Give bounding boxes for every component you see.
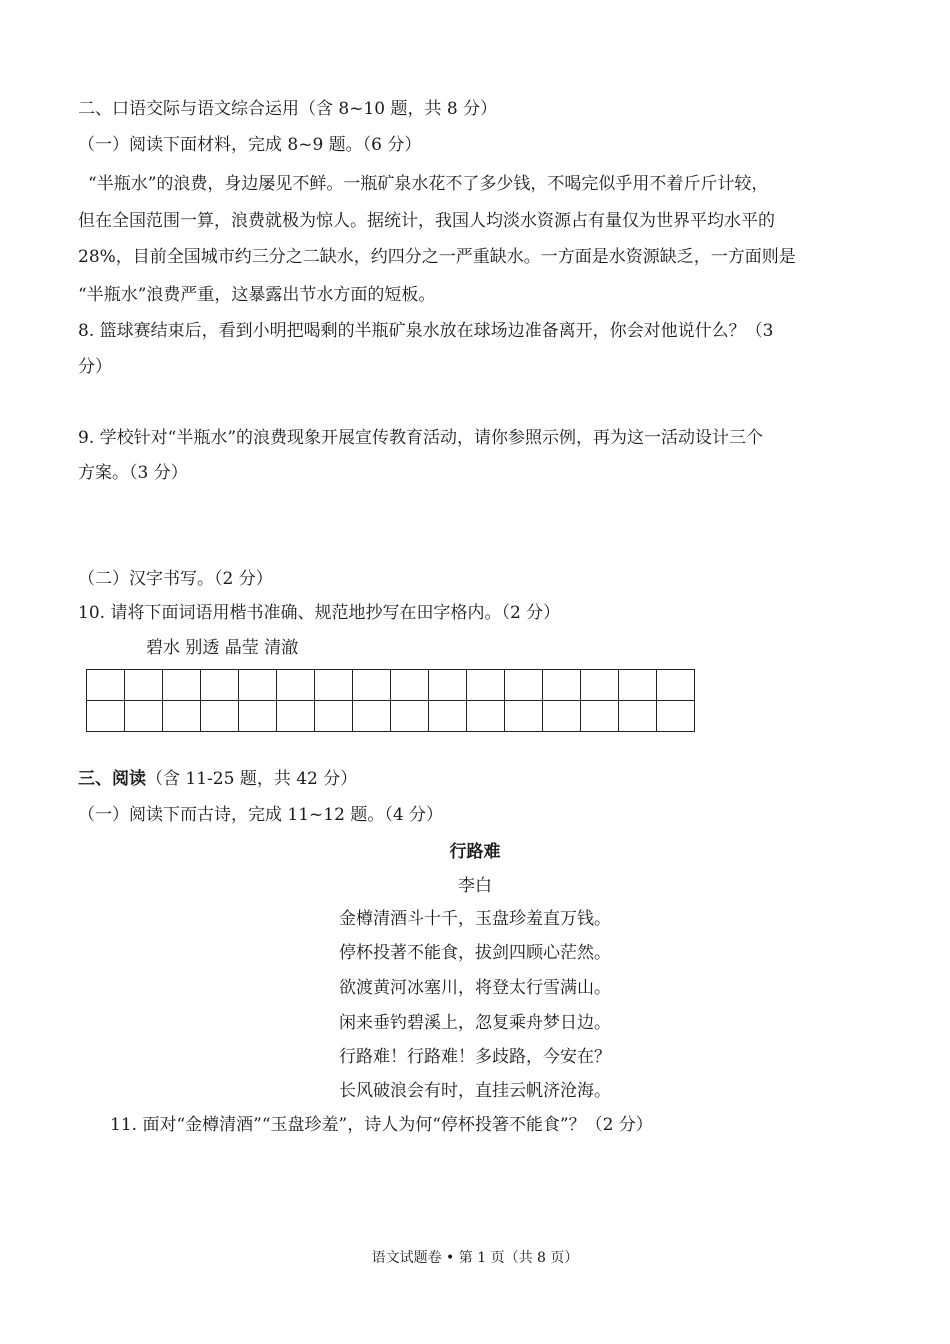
grid-row — [87, 670, 695, 701]
grid-cell[interactable] — [353, 701, 391, 732]
question-10: 10. 请将下面词语用楷书准确、规范地抄写在田字格内。（2 分） — [78, 603, 561, 623]
grid-cell[interactable] — [505, 670, 543, 701]
poem-line: 长风破浪会有时，直挂云帆济沧海。 — [339, 1081, 611, 1101]
grid-cell[interactable] — [581, 670, 619, 701]
grid-cell[interactable] — [353, 670, 391, 701]
grid-cell[interactable] — [125, 701, 163, 732]
section-3-heading — [78, 767, 357, 791]
grid-cell[interactable] — [429, 670, 467, 701]
poem-line: 闲来垂钓碧溪上，忽复乘舟梦日边。 — [339, 1013, 611, 1033]
grid-cell[interactable] — [391, 670, 429, 701]
section-2-heading: 二、口语交际与语文综合运用（含 8~10 题，共 8 分） — [78, 99, 498, 119]
poem-line: 金樽清酒斗十千，玉盘珍羞直万钱。 — [339, 909, 611, 929]
grid-cell[interactable] — [657, 701, 695, 732]
grid-cell[interactable] — [163, 670, 201, 701]
question-11: 11. 面对“金樽清酒”“玉盘珍羞”，诗人为何“停杯投箸不能食”？（2 分） — [110, 1115, 653, 1135]
part-1-heading: （一）阅读下面材料，完成 8~9 题。（6 分） — [78, 135, 422, 155]
copy-words: 碧水 别透 晶莹 清澈 — [146, 638, 299, 658]
grid-cell[interactable] — [239, 670, 277, 701]
grid-cell[interactable] — [581, 701, 619, 732]
grid-cell[interactable] — [87, 670, 125, 701]
grid-cell[interactable] — [201, 701, 239, 732]
grid-cell[interactable] — [201, 670, 239, 701]
poem-part-heading: （一）阅读下而古诗，完成 11~12 题。（4 分） — [78, 805, 444, 825]
part-2-heading: （二）汉字书写。（2 分） — [78, 569, 273, 589]
grid-cell[interactable] — [543, 670, 581, 701]
passage-line: “半瓶水”浪费严重，这暴露出节水方面的短板。 — [78, 285, 436, 305]
grid-cell[interactable] — [505, 701, 543, 732]
grid-cell[interactable] — [315, 670, 353, 701]
grid-cell[interactable] — [315, 701, 353, 732]
poem-line: 停杯投著不能食，拔剑四顾心茫然。 — [339, 943, 611, 963]
grid-row — [87, 701, 695, 732]
grid-cell[interactable] — [657, 670, 695, 701]
page-footer: 语文试题卷 • 第 1 页（共 8 页） — [371, 1250, 579, 1266]
passage-line: 28%，目前全国城市约三分之二缺水，约四分之一严重缺水。一方面是水资源缺乏，一方面则是 — [78, 247, 796, 267]
grid-cell[interactable] — [87, 701, 125, 732]
grid-cell[interactable] — [277, 701, 315, 732]
grid-cell[interactable] — [467, 670, 505, 701]
poem-line: 行路难！行路难！多歧路，今安在？ — [339, 1047, 611, 1067]
question-9: 9. 学校针对“半瓶水”的浪费现象开展宣传教育活动，请你参照示例，再为这一活动设计三个 — [78, 428, 764, 448]
poem-title: 行路难 — [449, 842, 501, 862]
grid-cell[interactable] — [239, 701, 277, 732]
grid-cell[interactable] — [543, 701, 581, 732]
grid-cell[interactable] — [391, 701, 429, 732]
question-8: 8. 篮球赛结束后，看到小明把喝剩的半瓶矿泉水放在球场边准备离开，你会对他说什么？（3 — [78, 321, 774, 341]
grid-cell[interactable] — [619, 701, 657, 732]
grid-cell[interactable] — [619, 670, 657, 701]
grid-cell[interactable] — [429, 701, 467, 732]
grid-cell[interactable] — [277, 670, 315, 701]
section-3-scope: （含 11-25 题，共 42 分） — [146, 769, 358, 789]
poem-author: 李白 — [458, 876, 492, 896]
writing-grid[interactable] — [86, 669, 695, 732]
section-3-title: 三、阅读 — [78, 769, 146, 789]
grid-cell[interactable] — [125, 670, 163, 701]
question-9-cont: 方案。（3 分） — [78, 463, 188, 483]
poem-line: 欲渡黄河冰塞川，将登太行雪满山。 — [339, 978, 611, 998]
grid-cell[interactable] — [163, 701, 201, 732]
question-8-cont: 分） — [78, 357, 112, 377]
grid-cell[interactable] — [467, 701, 505, 732]
passage-line: “半瓶水”的浪费，身边屡见不鲜。一瓶矿泉水花不了多少钱，不喝完似乎用不着斤斤计较， — [88, 174, 769, 194]
passage-line: 但在全国范围一算，浪费就极为惊人。据统计，我国人均淡水资源占有量仅为世界平均水平的 — [78, 211, 775, 231]
